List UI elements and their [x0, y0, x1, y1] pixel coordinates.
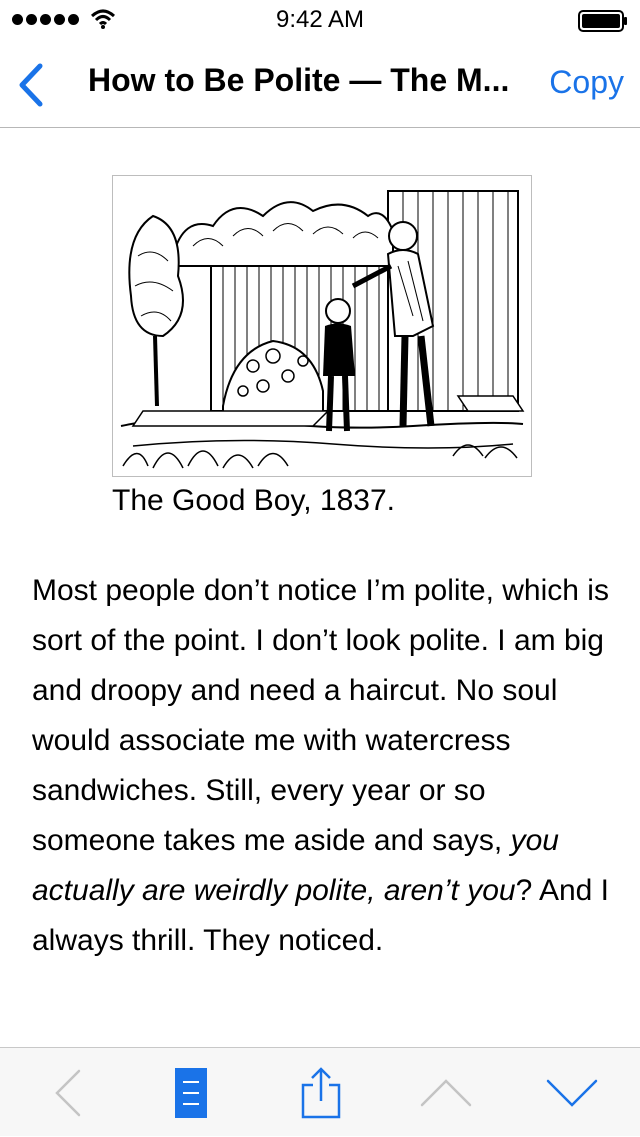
- copy-button[interactable]: Copy: [549, 64, 624, 100]
- battery-icon: [578, 10, 628, 32]
- document-icon: [174, 1067, 208, 1119]
- back-arrow-icon: [51, 1068, 85, 1118]
- bottom-toolbar: [0, 1047, 640, 1136]
- status-time: 9:42 AM: [275, 6, 365, 33]
- figure-caption: The Good Boy, 1837.: [112, 484, 395, 517]
- toolbar-share-button[interactable]: [290, 1048, 352, 1137]
- back-chevron-icon[interactable]: [12, 62, 52, 108]
- article-italic-text: you actually are weirdly polite, aren’t you: [32, 824, 559, 907]
- chevron-down-icon: [545, 1077, 599, 1109]
- toolbar-document-button[interactable]: [160, 1048, 222, 1137]
- article-text-end: ? And I always thrill. They noticed.: [32, 874, 609, 957]
- article-paragraph: [32, 566, 612, 966]
- engraving-image: [113, 176, 531, 476]
- illustration-good-boy: [112, 175, 532, 477]
- toolbar-previous-button[interactable]: [410, 1048, 482, 1137]
- share-icon: [301, 1067, 341, 1119]
- article-text: Most people don’t notice I’m polite, which is sort of the point. I don’t look polite. I am big and droopy and need a haircut. No soul would associate me with watercress sandwiches. Still, every year or so someone takes me aside and says,: [32, 574, 609, 857]
- status-bar: [0, 0, 640, 40]
- toolbar-next-button[interactable]: [536, 1048, 608, 1137]
- chevron-up-icon: [419, 1077, 473, 1109]
- page-title: How to Be Polite — The M...: [88, 62, 510, 98]
- toolbar-back-button[interactable]: [40, 1048, 96, 1137]
- navigation-bar: [0, 40, 640, 128]
